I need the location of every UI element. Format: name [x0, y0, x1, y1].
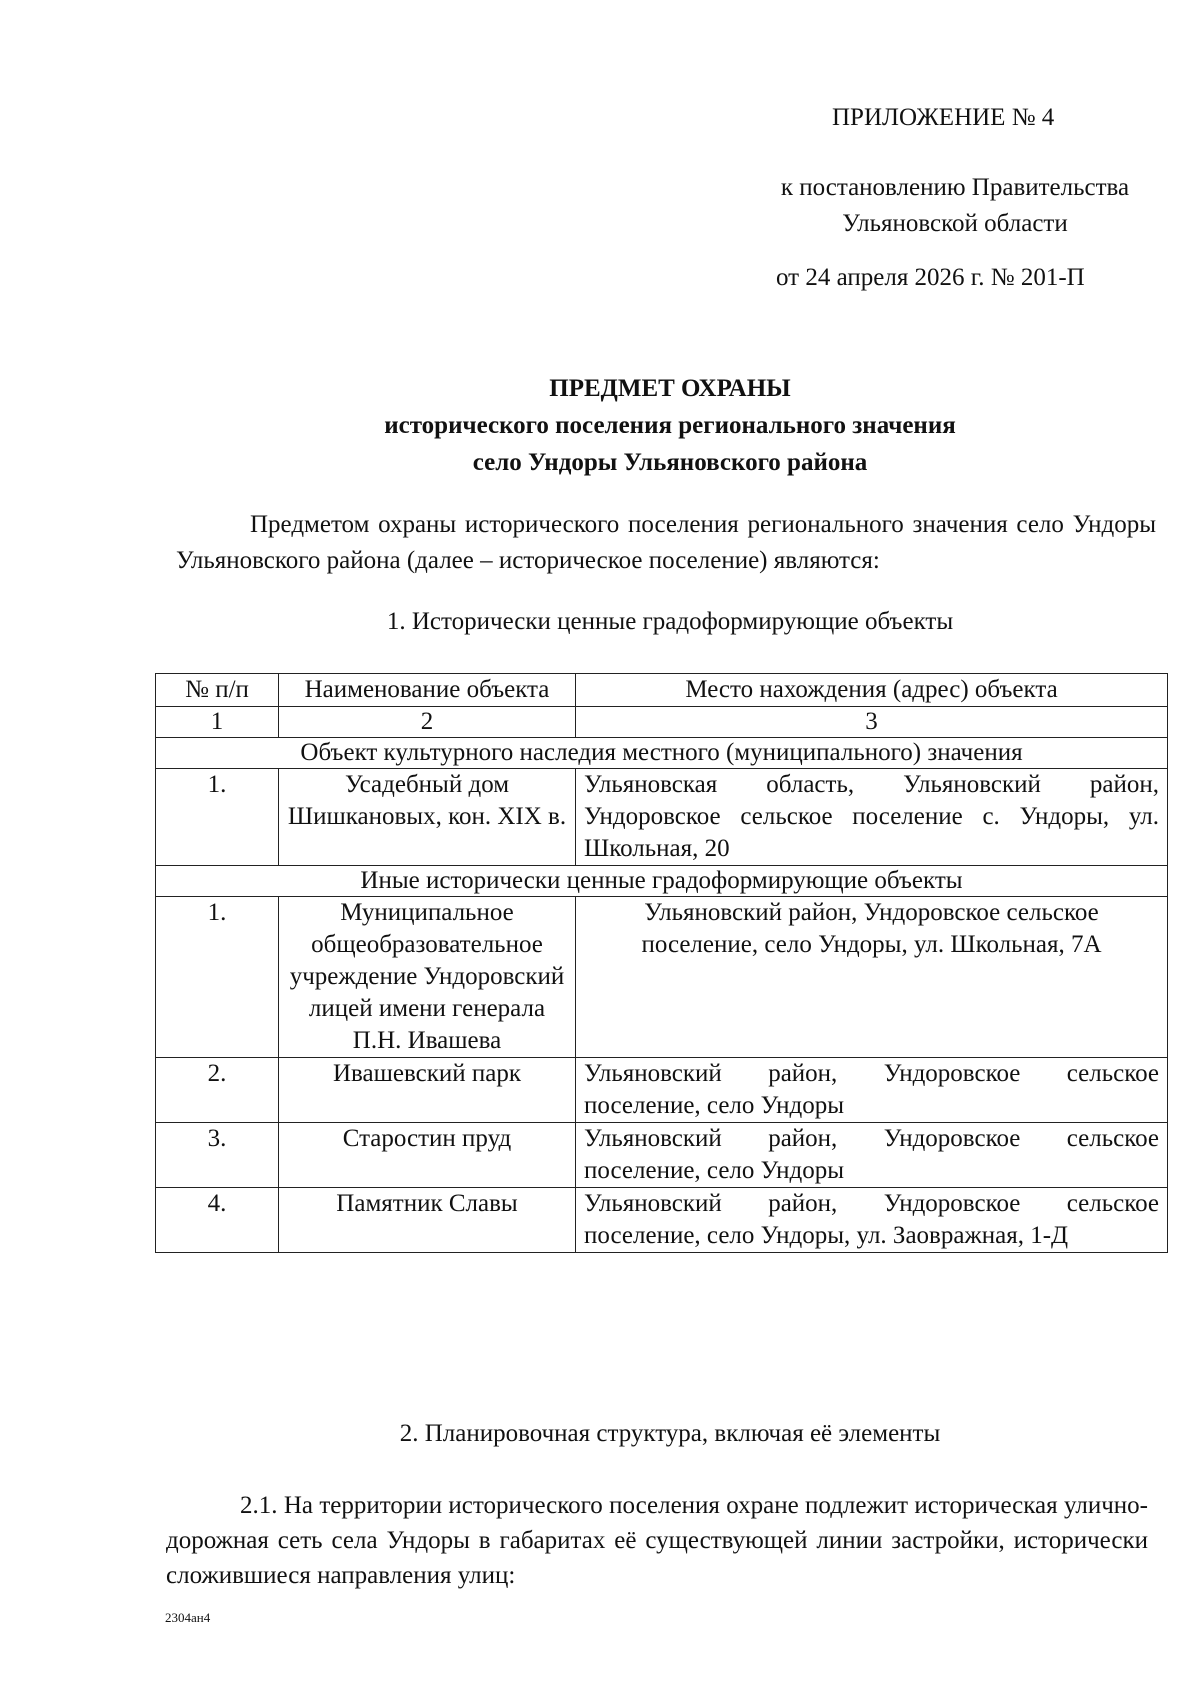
row-number: 4. [156, 1188, 279, 1253]
object-name: Памятник Славы [279, 1188, 576, 1253]
table-row [156, 897, 1168, 1058]
document-code: 2304ан4 [165, 1610, 211, 1625]
table-row [156, 1188, 1168, 1253]
section-1-heading: 1. Исторически ценные градоформирующие объекты [386, 608, 954, 635]
decree-reference [740, 170, 1170, 242]
decree-line-2: Ульяновской области [842, 210, 1068, 237]
column-number-row [156, 707, 1168, 738]
row-number: 1. [156, 897, 279, 1058]
group-heading-other: Иные исторически ценные градоформирующие объекты [156, 866, 1168, 897]
appendix-number: ПРИЛОЖЕНИЕ № 4 [832, 104, 1055, 131]
row-number: 3. [156, 1123, 279, 1188]
decree-line-1: к постановлению Правительства [780, 174, 1130, 201]
object-name: Муниципальное общеобразовательное учреждение Ундоровский лицей имени генерала П.Н. Ивашева [279, 897, 576, 1058]
intro-paragraph: Предметом охраны исторического поселения регионального значения село Ундоры Ульяновского района (далее – историческое поселение) являются: [176, 511, 1156, 574]
row-number: 1. [156, 769, 279, 866]
header-name: Наименование объекта [279, 674, 576, 707]
table-row [156, 1058, 1168, 1123]
paragraph-2-1: 2.1. На территории исторического поселения охране подлежит историческая улично-дорожная сеть села Ундоры в габаритах её существующей линии застройки, исторически сложившиеся направления улиц: [166, 1492, 1148, 1589]
title-line-2: исторического поселения регионального значения [384, 412, 956, 439]
objects-table [155, 673, 1168, 1253]
group-heading-row [156, 738, 1168, 769]
section-2-heading: 2. Планировочная структура, включая её элементы [399, 1420, 941, 1447]
row-number: 2. [156, 1058, 279, 1123]
header-number: № п/п [156, 674, 279, 707]
object-address: Ульяновская область, Ульяновский район, Ундоровское сельское поселение с. Ундоры, ул. Школьная, 20 [576, 769, 1168, 866]
group-heading-heritage: Объект культурного наследия местного (муниципального) значения [156, 738, 1168, 769]
object-name: Ивашевский парк [279, 1058, 576, 1123]
title-line-3: село Ундоры Ульяновского района [472, 449, 868, 476]
object-address: Ульяновский район, Ундоровское сельское поселение, село Ундоры [576, 1123, 1168, 1188]
table-row [156, 769, 1168, 866]
table-row [156, 1123, 1168, 1188]
title-line-1: ПРЕДМЕТ ОХРАНЫ [549, 375, 791, 402]
object-name: Усадебный дом Шишкановых, кон. XIX в. [279, 769, 576, 866]
table-header-row [156, 674, 1168, 707]
group-heading-row [156, 866, 1168, 897]
column-number-1: 1 [156, 707, 279, 738]
object-address: Ульяновский район, Ундоровское сельское поселение, село Ундоры, ул. Заовражная, 1-Д [576, 1188, 1168, 1253]
document-title [200, 370, 1140, 481]
object-name: Старостин пруд [279, 1123, 576, 1188]
decree-date: от 24 апреля 2026 г. № 201-П [776, 264, 1085, 291]
column-number-3: 3 [576, 707, 1168, 738]
object-address: Ульяновский район, Ундоровское сельское поселение, село Ундоры [576, 1058, 1168, 1123]
object-address: Ульяновский район, Ундоровское сельское поселение, село Ундоры, ул. Школьная, 7А [576, 897, 1168, 1058]
column-number-2: 2 [279, 707, 576, 738]
header-address: Место нахождения (адрес) объекта [576, 674, 1168, 707]
